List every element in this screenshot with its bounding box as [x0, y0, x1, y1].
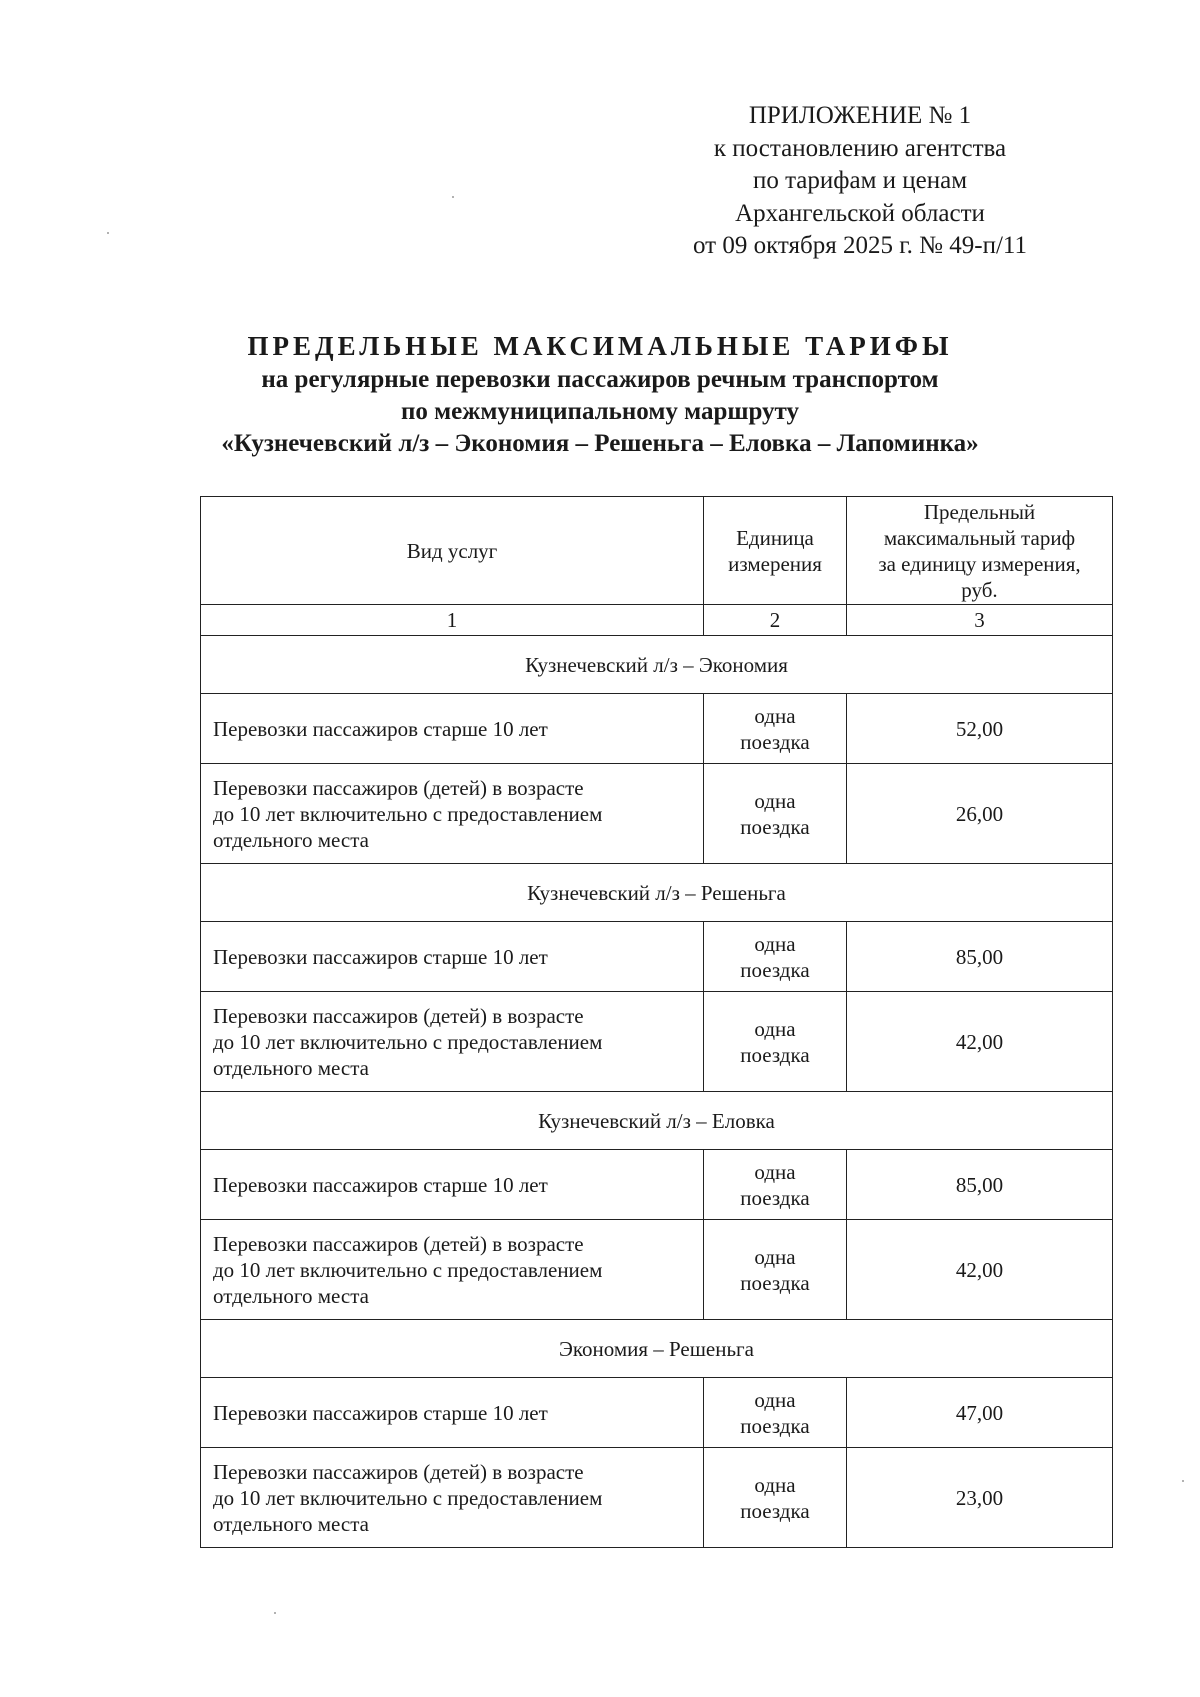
scan-speck — [452, 196, 454, 198]
appendix-line: по тарифам и ценам — [752, 167, 968, 194]
appendix-date-number: от 09 октября 2025 г. № 49-п/11 — [693, 232, 1027, 259]
rate-cell: 23,00 — [847, 1448, 1113, 1548]
table-row — [201, 694, 1113, 764]
rate-cell: 52,00 — [847, 694, 1113, 764]
scan-speck — [274, 1612, 276, 1614]
route-section-row — [201, 1320, 1113, 1378]
unit-cell: одна поездка — [704, 1220, 847, 1320]
route-section-title: Кузнечевский л/з – Решеньга — [201, 864, 1113, 922]
table-row — [201, 1448, 1113, 1548]
document-title: ПРЕДЕЛЬНЫЕ МАКСИМАЛЬНЫЕ ТАРИФЫ — [247, 331, 953, 361]
unit-cell: одна поездка — [704, 1378, 847, 1448]
document-subtitle: на регулярные перевозки пассажиров речным транспортом — [261, 366, 939, 393]
table-row — [201, 1150, 1113, 1220]
table-row — [201, 992, 1113, 1092]
scan-speck — [1182, 1480, 1184, 1482]
table-row — [201, 764, 1113, 864]
unit-cell: одна поездка — [704, 694, 847, 764]
rate-cell: 42,00 — [847, 992, 1113, 1092]
route-name: «Кузнечевский л/з – Экономия – Решеньга – Еловка – Лапоминка» — [221, 430, 979, 457]
rate-cell: 42,00 — [847, 1220, 1113, 1320]
column-number: 3 — [847, 605, 1113, 636]
appendix-line: Архангельской области — [735, 199, 985, 227]
table-body — [201, 636, 1113, 1548]
service-cell: Перевозки пассажиров старше 10 лет — [201, 694, 704, 764]
column-number-row — [201, 605, 1113, 636]
document-heading — [150, 330, 1050, 460]
service-cell: Перевозки пассажиров старше 10 лет — [201, 1378, 704, 1448]
column-number: 1 — [201, 605, 704, 636]
rate-cell: 47,00 — [847, 1378, 1113, 1448]
table-row — [201, 922, 1113, 992]
scan-speck — [107, 232, 109, 234]
route-section-title: Кузнечевский л/з – Еловка — [201, 1092, 1113, 1150]
route-section-title: Кузнечевский л/з – Экономия — [201, 636, 1113, 694]
appendix-block — [640, 100, 1080, 263]
route-section-row — [201, 864, 1113, 922]
unit-cell: одна поездка — [704, 1448, 847, 1548]
service-cell: Перевозки пассажиров (детей) в возрасте до 10 лет включительно с предоставлением отдельного места — [201, 764, 704, 864]
rate-cell: 85,00 — [847, 922, 1113, 992]
service-cell: Перевозки пассажиров старше 10 лет — [201, 922, 704, 992]
unit-cell: одна поездка — [704, 1150, 847, 1220]
service-cell: Перевозки пассажиров (детей) в возрасте до 10 лет включительно с предоставлением отдельного места — [201, 1448, 704, 1548]
appendix-title: ПРИЛОЖЕНИЕ № 1 — [748, 102, 972, 129]
service-cell: Перевозки пассажиров старше 10 лет — [201, 1150, 704, 1220]
table-row — [201, 1220, 1113, 1320]
header-service: Вид услуг — [201, 497, 704, 605]
route-section-row — [201, 636, 1113, 694]
tariff-table — [200, 496, 1113, 1548]
unit-cell: одна поездка — [704, 764, 847, 864]
rate-cell: 85,00 — [847, 1150, 1113, 1220]
appendix-line: к постановлению агентства — [713, 134, 1007, 162]
header-rate: Предельный максимальный тариф за единицу измерения, руб. — [847, 497, 1113, 605]
document-subtitle: по межмуниципальному маршруту — [400, 398, 800, 425]
table-row — [201, 1378, 1113, 1448]
service-cell: Перевозки пассажиров (детей) в возрасте до 10 лет включительно с предоставлением отдельного места — [201, 1220, 704, 1320]
rate-cell: 26,00 — [847, 764, 1113, 864]
service-cell: Перевозки пассажиров (детей) в возрасте до 10 лет включительно с предоставлением отдельного места — [201, 992, 704, 1092]
unit-cell: одна поездка — [704, 992, 847, 1092]
route-section-title: Экономия – Решеньга — [201, 1320, 1113, 1378]
route-section-row — [201, 1092, 1113, 1150]
unit-cell: одна поездка — [704, 922, 847, 992]
column-number: 2 — [704, 605, 847, 636]
header-unit: Единица измерения — [704, 497, 847, 605]
table-header-row — [201, 497, 1113, 605]
